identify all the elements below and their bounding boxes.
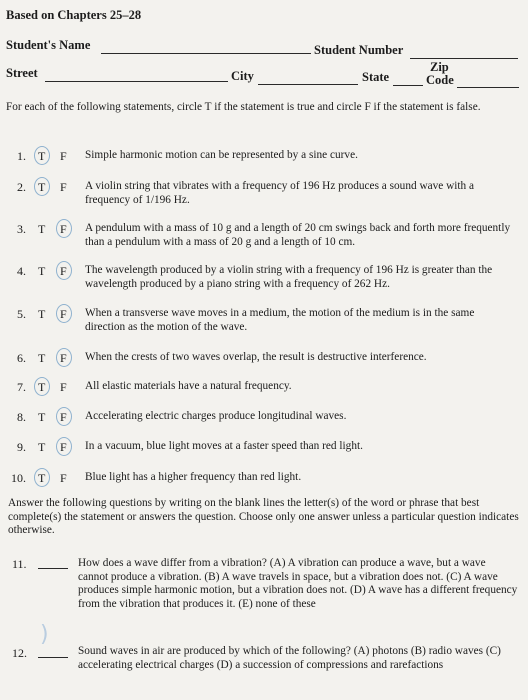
tf-item-3-true[interactable]: T <box>38 222 46 236</box>
zip-line[interactable] <box>457 87 519 88</box>
tf-item-5-false[interactable]: F <box>60 307 67 321</box>
street-line[interactable] <box>45 81 228 82</box>
tf-item-6-text: When the crests of two waves overlap, the result is destructive interference. <box>85 351 427 363</box>
zip-label-bottom: Code <box>426 73 454 87</box>
tf-item-5-text: When a transverse wave moves in a medium, the motion of the medium is in the same direction as the motion of the wave. <box>85 307 475 333</box>
tf-item-9-number: 9. <box>17 440 26 454</box>
tf-item-6-true[interactable]: T <box>38 351 46 365</box>
tf-item-2-text: A violin string that vibrates with a frequency of 196 Hz produces a sound wave with a frequency of 1/196 Hz. <box>85 180 475 206</box>
circled-answer-mark <box>56 437 72 456</box>
tf-item-10-number: 10. <box>11 471 26 485</box>
tf-item-3-false[interactable]: F <box>60 222 67 236</box>
student-name-label: Student's Name <box>6 38 91 52</box>
chapters-heading: Based on Chapters 25–28 <box>6 8 142 22</box>
tf-item-4-number: 4. <box>17 264 26 278</box>
tf-item-2-false[interactable]: F <box>60 180 67 194</box>
street-label: Street <box>6 66 38 80</box>
tf-item-9-false[interactable]: F <box>60 440 67 454</box>
state-label: State <box>362 70 390 84</box>
circled-answer-mark <box>34 468 50 487</box>
tf-item-8-number: 8. <box>17 410 26 424</box>
tf-item-10-true[interactable]: T <box>38 471 46 485</box>
city-line[interactable] <box>258 84 358 85</box>
mc-item-12-text: Sound waves in air are produced by which of the following? (A) photons (B) radio waves (C) accelerating electrical charges (D) a succession of compressions and rarefactions <box>78 645 501 671</box>
tf-item-7-true[interactable]: T <box>38 380 46 394</box>
mc-item-12-answer-blank[interactable] <box>38 657 68 658</box>
tf-item-2-number: 2. <box>17 180 26 194</box>
tf-item-1-true[interactable]: T <box>38 149 46 163</box>
zip-label-top: Zip <box>430 60 449 74</box>
circled-answer-mark <box>34 377 50 396</box>
circled-answer-mark <box>56 219 72 238</box>
handwritten-mark: ) <box>40 622 49 647</box>
tf-item-6-false[interactable]: F <box>60 351 67 365</box>
circled-answer-mark <box>56 407 72 426</box>
circled-answer-mark <box>56 304 72 323</box>
state-line[interactable] <box>393 85 423 86</box>
tf-item-1-false[interactable]: F <box>60 149 67 163</box>
tf-item-7-number: 7. <box>17 380 26 394</box>
tf-item-2-true[interactable]: T <box>38 180 46 194</box>
tf-item-7-false[interactable]: F <box>60 380 67 394</box>
tf-item-6-number: 6. <box>17 351 26 365</box>
city-label: City <box>231 69 254 83</box>
tf-item-4-true[interactable]: T <box>38 264 46 278</box>
tf-item-8-true[interactable]: T <box>38 410 46 424</box>
circled-answer-mark <box>56 261 72 280</box>
tf-item-4-false[interactable]: F <box>60 264 67 278</box>
tf-item-3-number: 3. <box>17 222 26 236</box>
tf-item-9-text: In a vacuum, blue light moves at a faster speed than red light. <box>85 440 363 452</box>
circled-answer-mark <box>34 177 50 196</box>
tf-item-3-text: A pendulum with a mass of 10 g and a length of 20 cm swings back and forth more frequently than a pendulum with a mass of 20 g and a length of 10 cm. <box>85 222 511 248</box>
mc-item-11-text: How does a wave differ from a vibration? (A) A vibration can produce a wave, but a wave cannot produce a vibration. (B) A wave travels in space, but a vibration does not. (C) A wave produces simple harmonic motion, but a vibration does not. (D) A wave has a different frequency from the vibration that produces it. (E) none of these <box>78 557 518 610</box>
tf-item-8-false[interactable]: F <box>60 410 67 424</box>
tf-item-10-text: Blue light has a higher frequency than red light. <box>85 471 302 483</box>
student-name-line[interactable] <box>101 53 311 54</box>
mc-item-11-answer-blank[interactable] <box>38 568 68 569</box>
mc-instructions: Answer the following questions by writing on the blank lines the letter(s) of the word or phrase that best complete(s) the statement or answers the question. Choose only one answer unless a particular question indicates otherwise. <box>8 497 519 536</box>
tf-item-1-text: Simple harmonic motion can be represented by a sine curve. <box>85 149 358 161</box>
student-number-line[interactable] <box>410 58 518 59</box>
mc-item-12-number: 12. <box>12 646 27 660</box>
tf-item-5-true[interactable]: T <box>38 307 46 321</box>
student-number-label: Student Number <box>314 43 404 57</box>
tf-item-1-number: 1. <box>17 149 26 163</box>
tf-item-9-true[interactable]: T <box>38 440 46 454</box>
tf-item-5-number: 5. <box>17 307 26 321</box>
tf-item-4-text: The wavelength produced by a violin string with a frequency of 196 Hz is greater than the wavelength produced by a piano string with a frequency of 262 Hz. <box>85 264 493 290</box>
tf-item-8-text: Accelerating electric charges produce longitudinal waves. <box>85 410 347 422</box>
mc-item-11-number: 11. <box>12 557 27 571</box>
tf-instructions: For each of the following statements, circle T if the statement is true and circle F if the statement is false. <box>6 101 481 113</box>
circled-answer-mark <box>56 348 72 367</box>
tf-item-7-text: All elastic materials have a natural frequency. <box>85 380 292 392</box>
circled-answer-mark <box>34 146 50 165</box>
tf-item-10-false[interactable]: F <box>60 471 67 485</box>
